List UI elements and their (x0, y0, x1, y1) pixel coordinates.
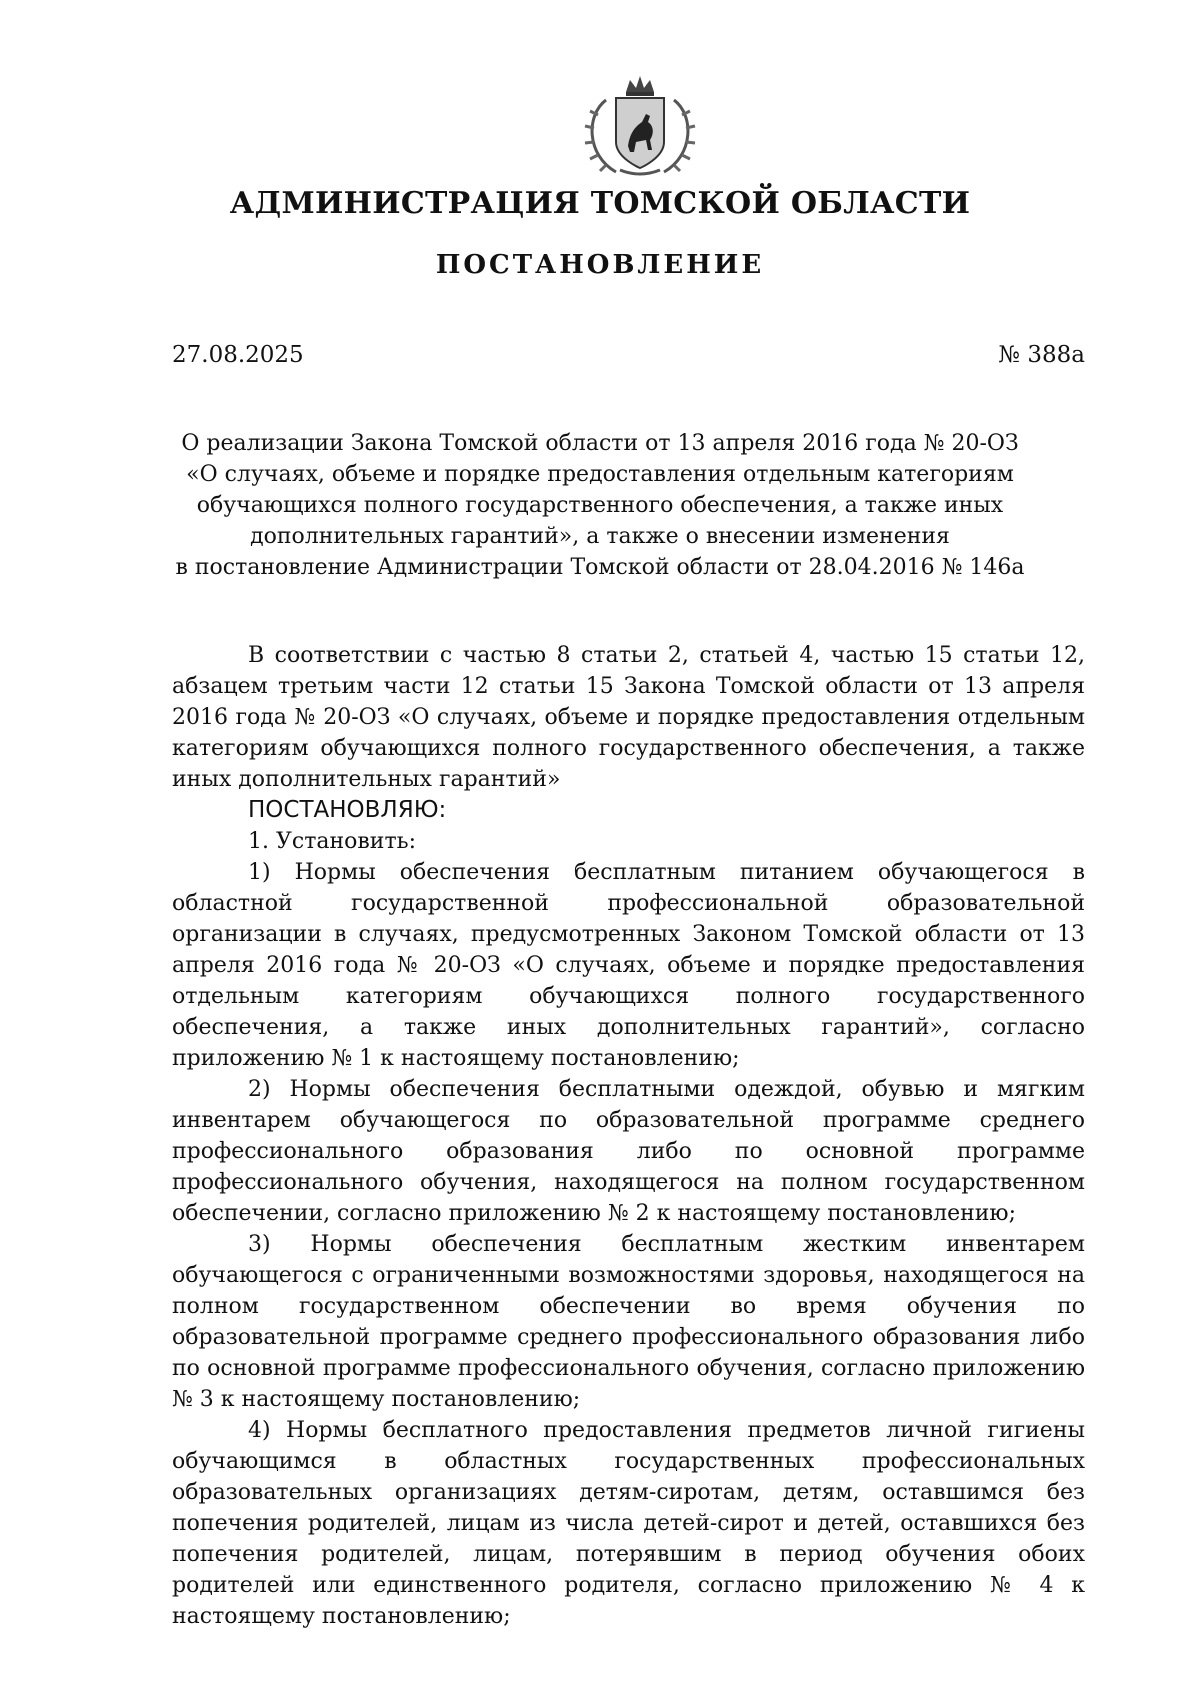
document-subject (150, 428, 1050, 583)
organization-title: АДМИНИСТРАЦИЯ ТОМСКОЙ ОБЛАСТИ (229, 186, 971, 221)
subitem-3: 3) Нормы обеспечения бесплатным жестким инвентарем обучающегося с ограниченными возможностями здоровья, находящегося на полном государственном обеспечении во время обучения по образовательной программе среднего профессионального образования либо по основной программе профессионального обучения, согласно приложению № 3 к настоящему постановлению; (172, 1232, 1085, 1412)
coat-of-arms-icon (576, 70, 704, 180)
subject-line: обучающихся полного государственного обеспечения, а также иных (196, 493, 1004, 518)
subject-line: «О случаях, объеме и порядке предоставления отдельным категориям (186, 462, 1014, 487)
document-number: № 388а (998, 342, 1085, 368)
decree-heading: ПОСТАНОВЛЯЮ: (248, 797, 447, 823)
subitem-2: 2) Нормы обеспечения бесплатными одеждой, обувью и мягким инвентарем обучающегося по образовательной программе среднего профессионального образования либо по основной программе профессионального обучения, находящегося на полном государственном обеспечении, согласно приложению № 2 к настоящему постановлению; (172, 1077, 1085, 1226)
subject-line: О реализации Закона Томской области от 13 апреля 2016 года № 20-ОЗ (181, 431, 1019, 456)
preamble-paragraph: В соответствии с частью 8 статьи 2, статьей 4, частью 15 статьи 12, абзацем третьим части 12 статьи 15 Закона Томской области от 13 апреля 2016 года № 20-ОЗ «О случаях, объеме и порядке предоставления отдельным категориям обучающихся полного государственного обеспечения, а также иных дополнительных гарантий» (172, 643, 1085, 792)
document-date: 27.08.2025 (172, 342, 304, 368)
document-type: ПОСТАНОВЛЕНИЕ (435, 250, 765, 280)
item-1: 1. Установить: (248, 829, 417, 854)
subject-line: в постановление Администрации Томской области от 28.04.2016 № 146а (175, 555, 1025, 580)
document-body (172, 640, 1085, 1632)
subject-line: дополнительных гарантий», а также о внесении изменения (250, 524, 950, 549)
subitem-1: 1) Нормы обеспечения бесплатным питанием обучающегося в областной государственной профессиональной образовательной организации в случаях, предусмотренных Законом Томской области от 13 апреля 2016 года № 20-ОЗ «О случаях, объеме и порядке предоставления отдельным категориям обучающихся полного государственного обеспечения, а также иных дополнительных гарантий», согласно приложению № 1 к настоящему постановлению; (172, 860, 1085, 1071)
subitem-4: 4) Нормы бесплатного предоставления предметов личной гигиены обучающимся в областных государственных профессиональных образовательных организациях детям-сиротам, детям, оставшимся без попечения родителей, лицам из числа детей-сирот и детей, оставшихся без попечения родителей, лицам, потерявшим в период обучения обоих родителей или единственного родителя, согласно приложению № 4 к настоящему постановлению; (172, 1418, 1085, 1629)
